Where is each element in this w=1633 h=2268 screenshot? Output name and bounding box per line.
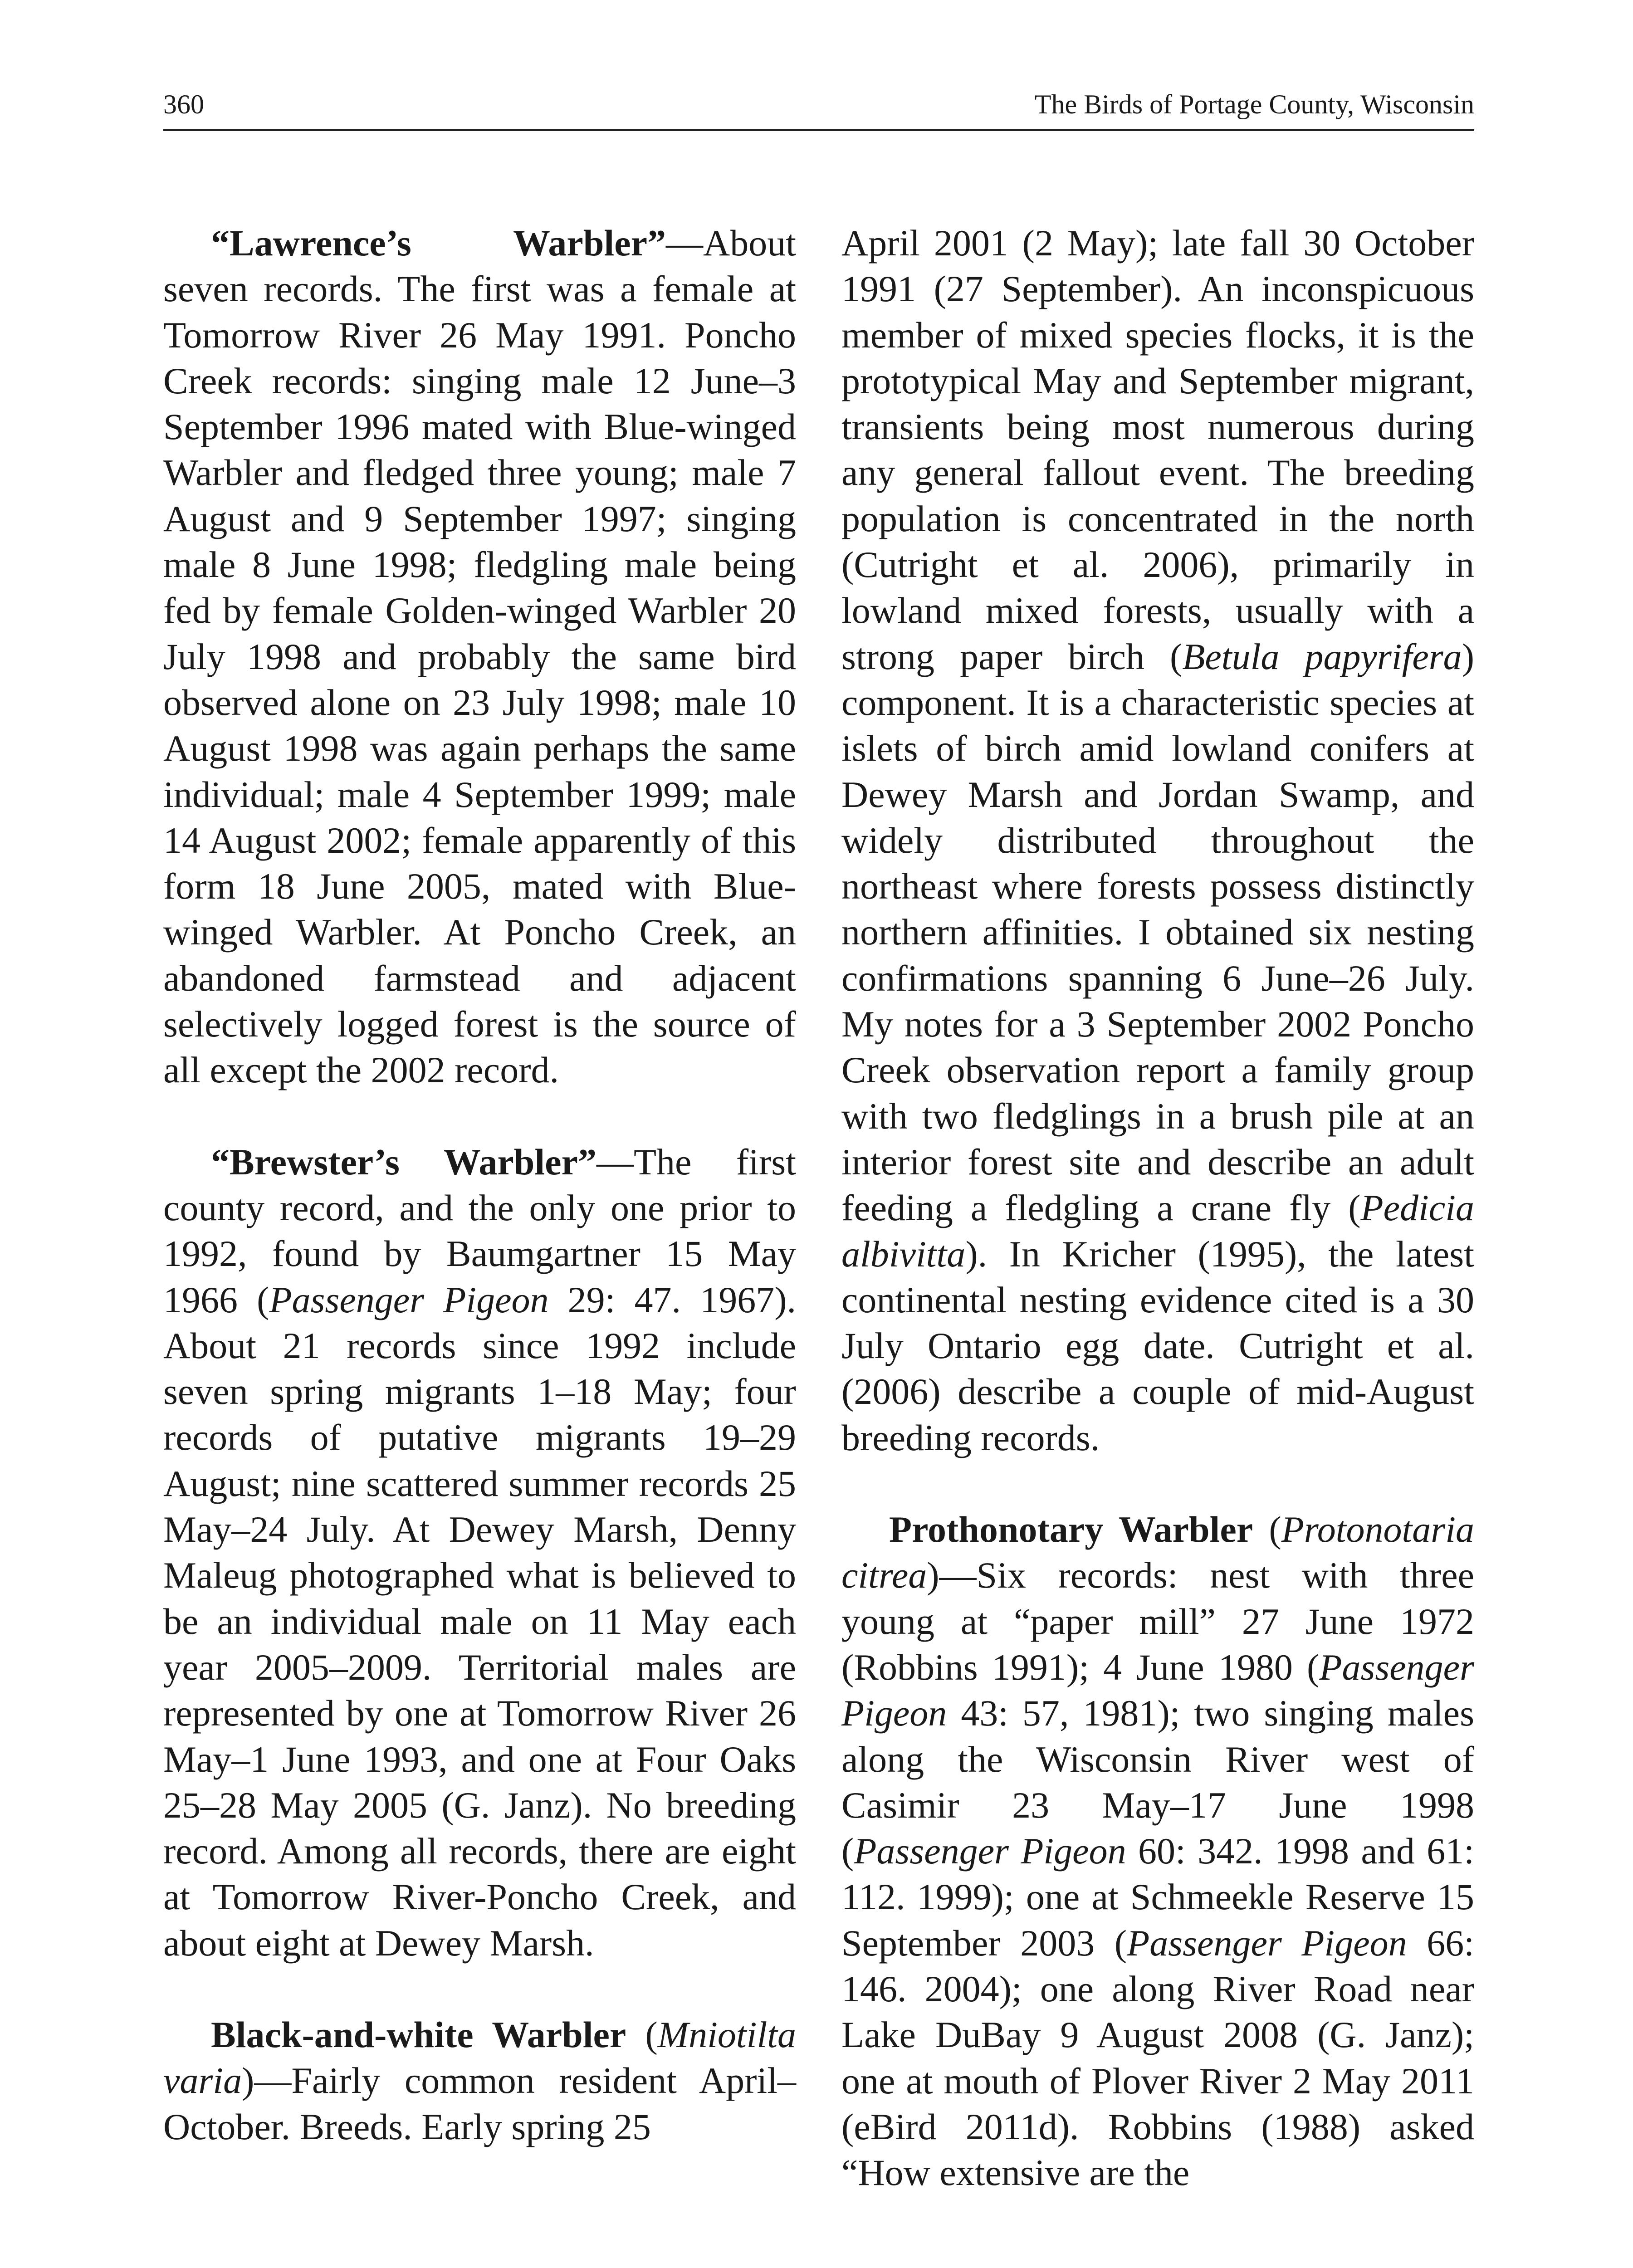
entry-brewsters-warbler <box>163 1139 796 1966</box>
entry-text: 43: 57, 1981); two singing males along the Wisconsin River west of Casimir 23 May–17 June 1998 ( <box>841 1692 1474 1872</box>
entry-lawrences-warbler <box>163 220 796 1093</box>
entry-text: )—Six records: nest with three young at “paper mill” 27 June 1972 (Robbins 1991); 4 June 1980 ( <box>841 1554 1474 1688</box>
publication-title: Passenger Pigeon <box>1127 1922 1407 1964</box>
entry-text: ( <box>626 2014 658 2055</box>
entry-black-and-white-warbler-continued <box>841 220 1474 1461</box>
publication-title: Passenger Pigeon <box>854 1830 1126 1872</box>
entry-text: ( <box>1253 1509 1281 1550</box>
species-name: “Brewster’s Warbler” <box>211 1141 596 1183</box>
entry-prothonotary-warbler <box>841 1506 1474 2195</box>
scientific-name: Protonotaria citrea <box>841 1509 1474 1596</box>
entry-text: April 2001 (2 May); late fall 30 October 1991 (27 September). An inconspicuous member of mixed species flocks, it is the prototypical May and September migrant, transients being most numerous during any general fallout event. The breeding population is concentrated in the north (Cutright et al. 2006), primarily in lowland mixed forests, usually with a strong paper birch ( <box>841 222 1474 677</box>
page-number: 360 <box>163 89 204 119</box>
species-name: Black-and-white Warbler <box>211 2014 626 2055</box>
entry-text: —About seven records. The first was a female at Tomorrow River 26 May 1991. Poncho Creek records: singing male 12 June–3 September 1996 mated with Blue-winged Warbler and fledged three young; male 7 August and 9 September 1997; singing male 8 June 1998; fledgling male being fed by female Golden-winged Warbler 20 July 1998 and probably the same bird observed alone on 23 July 1998; male 10 August 1998 was again perhaps the same individual; male 4 September 1999; male 14 August 2002; female apparently of this form 18 June 2005, mated with Blue-winged Warbler. At Poncho Creek, an abandoned farmstead and adjacent selectively logged forest is the source of all except the 2002 record. <box>163 222 796 1091</box>
left-column <box>163 220 796 2150</box>
entry-text: ). In Kricher (1995), the latest continental nesting evidence cited is a 30 July Ontario egg date. Cutright et al. (2006) describe a couple of mid-August breeding records. <box>841 1233 1474 1458</box>
species-name: Prothonotary Warbler <box>889 1509 1253 1550</box>
scientific-name: Mniotilta varia <box>163 2014 797 2102</box>
entry-text: 29: 47. 1967). About 21 records since 1992 include seven spring migrants 1–18 May; four records of putative migrants 19–29 August; nine scattered summer records 25 May–24 July. At Dewey Marsh, Denny Maleug photographed what is believed to be an individual male on 11 May each year 2005–2009. Territorial males are represented by one at Tomorrow River 26 May–1 June 1993, and one at Four Oaks 25–28 May 2005 (G. Janz). No breeding record. Among all records, there are eight at Tomorrow River-Poncho Creek, and about eight at Dewey Marsh. <box>163 1279 796 1964</box>
entry-text: )—Fairly common resident April–October. Breeds. Early spring 25 <box>163 2060 796 2147</box>
scientific-name: Betula papyrifera <box>1182 635 1462 677</box>
running-head <box>163 86 1474 131</box>
species-name: “Lawrence’s Warbler” <box>211 222 666 264</box>
scientific-name: Pedicia albivitta <box>841 1187 1474 1275</box>
right-column <box>841 220 1474 2195</box>
entry-text: 60: 342. 1998 and 61: 112. 1999); one at Schmeekle Reserve 15 September 2003 ( <box>841 1830 1474 1964</box>
entry-text: 66: 146. 2004); one along River Road near Lake DuBay 9 August 2008 (G. Janz); one at mouth of Plover River 2 May 2011 (eBird 2011d). Robbins (1988) asked “How extensive are the <box>841 1922 1474 2194</box>
publication-title: Passenger Pigeon <box>269 1279 549 1320</box>
publication-title: Passenger Pigeon <box>841 1646 1474 1734</box>
running-title: The Birds of Portage County, Wisconsin <box>1034 89 1474 119</box>
entry-text: —The first county record, and the only one prior to 1992, found by Baumgartner 15 May 1966 ( <box>163 1141 796 1320</box>
entry-text: ) component. It is a characteristic species at islets of birch amid lowland conifers at Dewey Marsh and Jordan Swamp, and widely distributed throughout the northeast where forests possess distinctly northern affinities. I obtained six nesting confirmations spanning 6 June–26 July. My notes for a 3 September 2002 Poncho Creek observation report a family group with two fledglings in a brush pile at an interior forest site and describe an adult feeding a fledgling a crane fly ( <box>841 635 1474 1229</box>
entry-black-and-white-warbler <box>163 2012 796 2150</box>
